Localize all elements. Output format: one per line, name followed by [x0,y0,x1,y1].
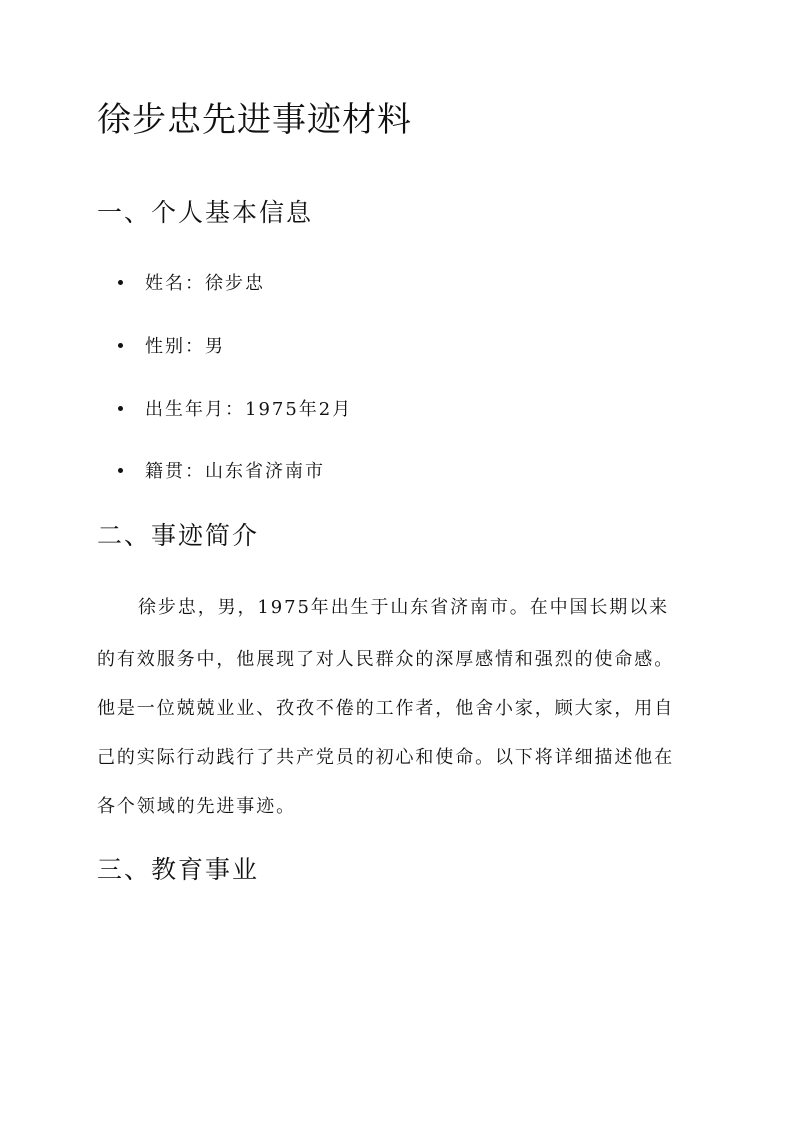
list-item [118,455,325,485]
list-item [118,393,352,423]
section-heading-summary: 二、事迹简介 [97,521,260,550]
list-item-text: 出生年月：1975年2月 [145,399,353,420]
paragraph-line: 徐步忠，男，1975年出生于山东省济南市。在中国长期以来 [138,597,670,618]
list-item [118,330,225,360]
paragraph-line: 各个领域的先进事迹。 [97,796,296,817]
bullet-icon [118,343,123,348]
section-heading-education: 三、教育事业 [97,855,260,884]
list-item-text: 籍贯：山东省济南市 [145,461,325,482]
list-item [118,267,265,297]
bullet-icon [118,406,123,411]
paragraph-line: 己的实际行动践行了共产党员的初心和使命。以下将详细描述他在 [97,747,675,768]
paragraph-line: 的有效服务中，他展现了对人民群众的深厚感情和强烈的使命感。 [97,649,675,670]
document-title: 徐步忠先进事迹材料 [97,100,412,140]
bullet-icon [118,468,123,473]
section-heading-basic-info: 一、个人基本信息 [97,198,314,227]
bullet-icon [118,280,123,285]
list-item-text: 性别：男 [145,336,225,357]
list-item-text: 姓名：徐步忠 [145,273,265,294]
paragraph-line: 他是一位兢兢业业、孜孜不倦的工作者，他舍小家，顾大家，用自 [97,698,675,719]
